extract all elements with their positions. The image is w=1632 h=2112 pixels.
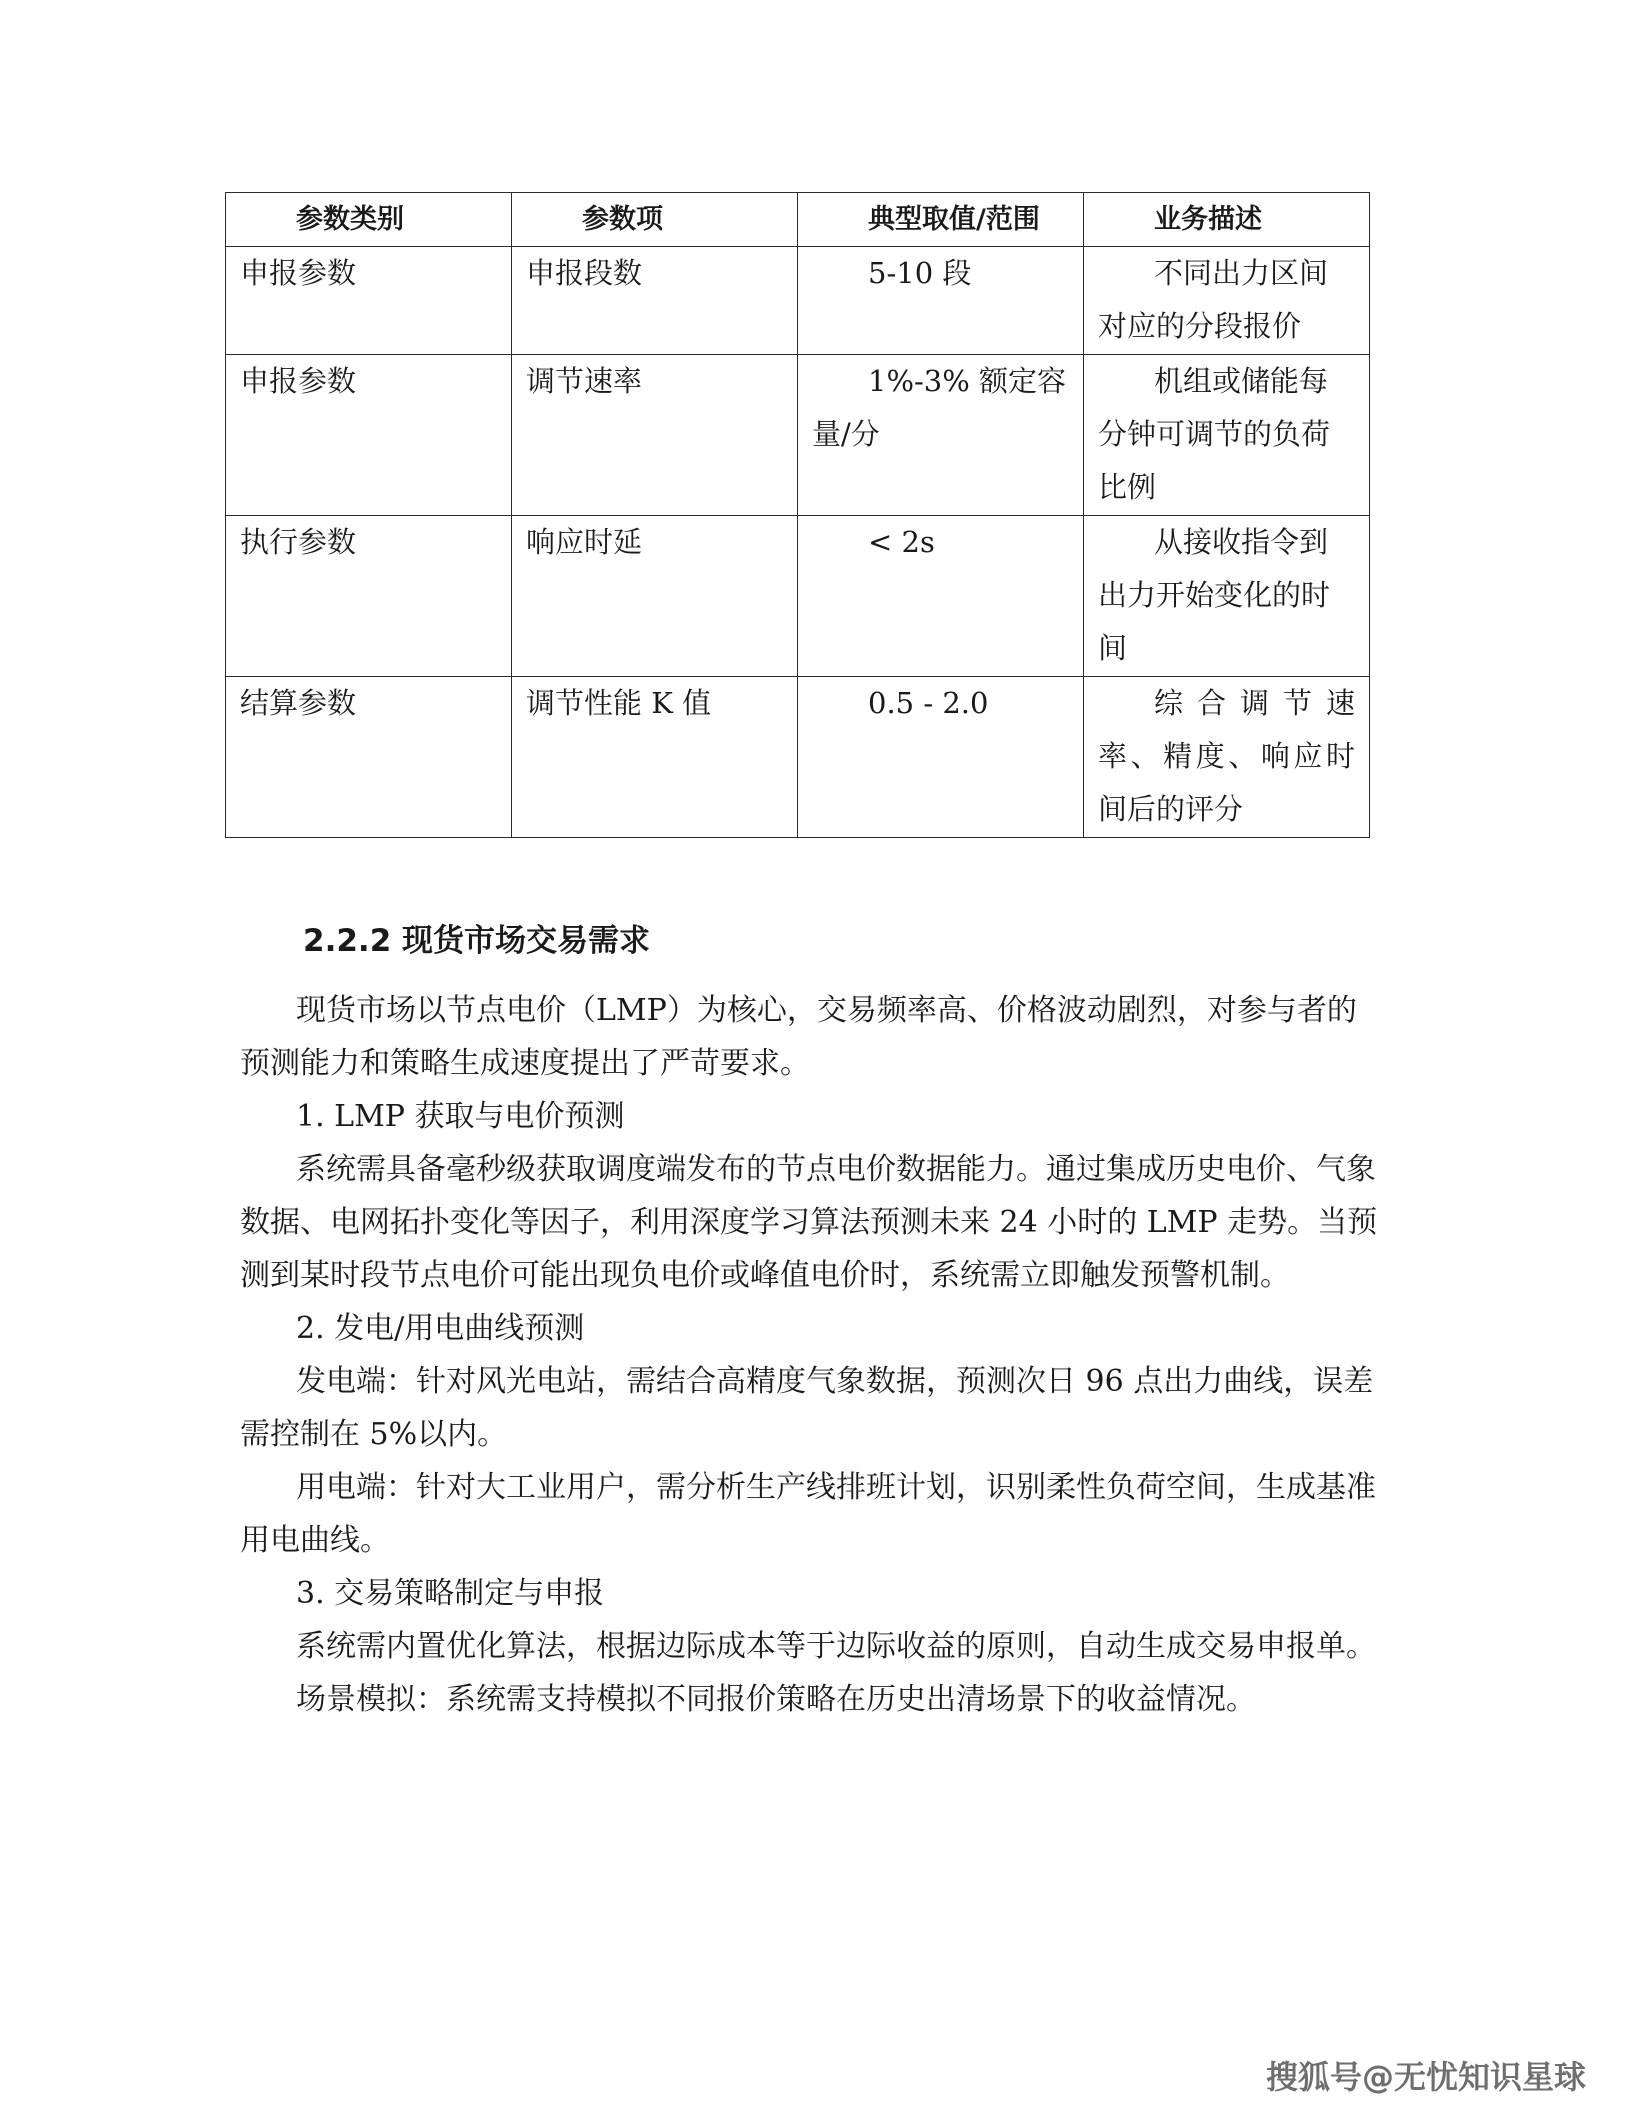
- cell-category: 申报参数: [226, 247, 512, 355]
- cell-range: [798, 677, 1084, 838]
- cell-range-text: 1%-3% 额定容量/分: [812, 364, 1067, 451]
- table-row: [226, 247, 1370, 355]
- cell-description-text: 不同出力区间对应的分段报价: [1098, 256, 1329, 343]
- cell-item: 响应时延: [512, 516, 798, 677]
- paragraph: 场景模拟：系统需支持模拟不同报价策略在历史出清场景下的收益情况。: [296, 1682, 1256, 1717]
- cell-range: [798, 516, 1084, 677]
- paragraph: 系统需具备毫秒级获取调度端发布的节点电价数据能力。通过集成历史电价、气象数据、电网拓扑变化等因子，利用深度学习算法预测未来 24 小时的 LMP 走势。当预测到某时段节点电价可能出现负电价或峰值电价时，系统需立即触发预警机制。: [240, 1152, 1378, 1293]
- cell-description-text: 综合调节速率、精度、响应时间后的评分: [1098, 686, 1355, 826]
- cell-range-text: < 2s: [868, 525, 935, 559]
- cell-description: [1084, 247, 1370, 355]
- watermark: 搜狐号@无忧知识星球: [1265, 2058, 1586, 2096]
- header-range: 典型取值/范围: [798, 193, 1084, 247]
- header-item: 参数项: [512, 193, 798, 247]
- cell-description: [1084, 516, 1370, 677]
- table-row: [226, 516, 1370, 677]
- paragraph: 用电端：针对大工业用户，需分析生产线排班计划，识别柔性负荷空间，生成基准用电曲线。: [240, 1470, 1376, 1558]
- header-description: 业务描述: [1084, 193, 1370, 247]
- header-category: 参数类别: [226, 193, 512, 247]
- cell-item: 调节性能 K 值: [512, 677, 798, 838]
- cell-item: 调节速率: [512, 355, 798, 516]
- table-header-row: [226, 193, 1370, 247]
- paragraph: 发电端：针对风光电站，需结合高精度气象数据，预测次日 96 点出力曲线，误差需控制在 5%以内。: [240, 1364, 1374, 1452]
- cell-description-text: 机组或储能每分钟可调节的负荷比例: [1098, 364, 1331, 504]
- list-heading: 2. 发电/用电曲线预测: [296, 1311, 585, 1346]
- list-heading: 3. 交易策略制定与申报: [296, 1576, 605, 1611]
- table-row: [226, 355, 1370, 516]
- cell-description-text: 从接收指令到出力开始变化的时间: [1098, 525, 1331, 665]
- cell-category: 结算参数: [226, 677, 512, 838]
- paragraph: 系统需内置优化算法，根据边际成本等于边际收益的原则，自动生成交易申报单。: [296, 1629, 1376, 1664]
- paragraph: 现货市场以节点电价（LMP）为核心，交易频率高、价格波动剧烈，对参与者的预测能力和策略生成速度提出了严苛要求。: [240, 993, 1357, 1081]
- cell-item: 申报段数: [512, 247, 798, 355]
- cell-description: [1084, 355, 1370, 516]
- list-heading: 1. LMP 获取与电价预测: [296, 1099, 625, 1134]
- cell-range: [798, 355, 1084, 516]
- table-row: [226, 677, 1370, 838]
- parameter-table: [225, 192, 1370, 838]
- cell-range: [798, 247, 1084, 355]
- section-body: [240, 984, 1386, 1726]
- cell-range-text: 5-10 段: [868, 256, 972, 290]
- cell-category: 执行参数: [226, 516, 512, 677]
- cell-range-text: 0.5 - 2.0: [868, 686, 989, 720]
- cell-category: 申报参数: [226, 355, 512, 516]
- section-heading: 2.2.2 现货市场交易需求: [303, 923, 651, 959]
- cell-description: [1084, 677, 1370, 838]
